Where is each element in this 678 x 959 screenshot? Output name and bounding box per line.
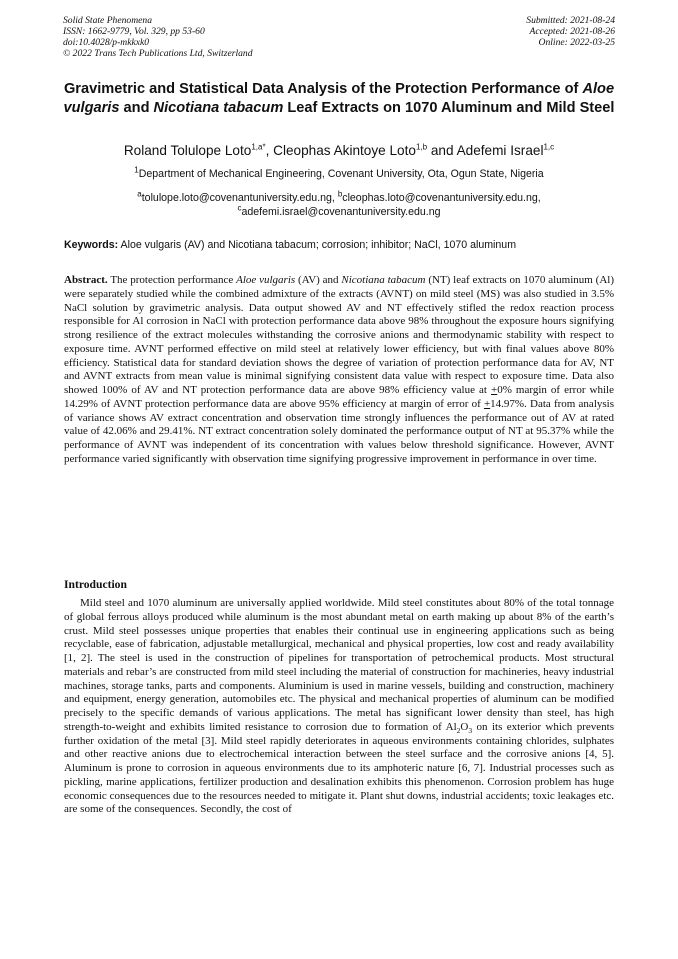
- accepted-date: Accepted: 2021-08-26: [529, 26, 615, 37]
- email-sup: a: [137, 189, 142, 199]
- abstract-text: (AV) and: [295, 274, 342, 286]
- author-3: Adefemi Israel: [456, 143, 544, 158]
- dates-header: [526, 15, 615, 48]
- title-and: and: [119, 100, 154, 116]
- email-sup: c: [237, 203, 242, 213]
- author-3-sup: 1,c: [543, 142, 555, 152]
- body-text: on its exterior which prevents further oxidation of the metal [3]. Mild steel rapidly deteriorates in aqueous environments containing chlorides, sulphates and other reactive anions due to electrochemical interaction between the steel surface and the corrosive anions [4, 5]. Aluminum is prone to corrosion in aqueous environments due to its amphoteric nature [6, 7]. Industrial processes such as pickling, marine applications, fertilizer production and desalination exhibits this phenomenon. Corrosion problem has huge economic consequences due to the resources needed to mitigate it. Plant shut downs, industrial accidents; toxic leakages etc. are some of the consequences. Secondly, the cost of: [64, 720, 614, 816]
- abstract-species: Nicotiana tabacum: [341, 274, 426, 286]
- title-text: Gravimetric and Statistical Data Analysis of the Protection Performance of: [63, 81, 583, 97]
- affiliation-text: Department of Mechanical Engineering, Covenant University, Ota, Ogun State, Nigeria: [138, 168, 544, 180]
- copyright: © 2022 Trans Tech Publications Ltd, Switzerland: [63, 48, 253, 59]
- author-sep: ,: [265, 143, 274, 158]
- abstract-text: 14.97%. Data from analysis of variance shows AV extract concentration and observation time strongly influences the performance out of AV at rated value of 42.06% and 29.41%. NT extract concentration solely dominated the performance output of NT at 95.37% while the performance of AVNT was independent of its concentration with values below threshold significance. However, AVNT performance varied significantly with observation time signifying progressive improvement in performance in over time.: [64, 397, 614, 465]
- abstract-text: (NT) leaf extracts on 1070 aluminum (Al) were separately studied while the combined admixture of the extracts (AVNT) on mild steel (MS) was also studied in 3.5% NaCl solution by gravimetric analysis. Data output showed AV and NT effectively stifled the redox reaction process responsible for Al corrosion in NaCl with protection performance data above 98% throughout the exposure hours signifying strong resilience of the extract molecules withstanding the corrosive anions and thermodynamic stability with respect to exposure time. AVNT performed effective on mild steel at relatively lower efficiency, but with final values above 80% efficiency. Statistical data for standard deviation shows the degree of variation of protection performance data for AV, NT and AVNT extracts from mean value is minimal signifying consistent data value with respect to exposure time. Data also showed 100% of AV and NT protection performance data are above 98% efficiency value at: [64, 274, 615, 396]
- abstract-text: 0% margin of error while 14.29% of AVNT protection performance data are above 95% efficiency at margin of error of: [64, 384, 614, 410]
- keywords: [64, 238, 616, 252]
- title-species-1: Aloe vulgaris: [63, 81, 615, 116]
- subscript: 2: [456, 725, 461, 735]
- author-1: Roland Tolulope Loto: [123, 143, 252, 158]
- author-2: Cleophas Akintoye Loto: [273, 143, 416, 158]
- abstract: [64, 274, 614, 467]
- author-list: [40, 142, 638, 160]
- abstract-text: The protection performance: [107, 274, 237, 286]
- affiliation-sup: 1: [134, 165, 139, 175]
- author-emails: [40, 191, 638, 219]
- doi: doi:10.4028/p-mkkxk0: [63, 37, 150, 48]
- affiliation: [40, 167, 638, 181]
- subscript: 3: [468, 725, 473, 735]
- body-text: O: [460, 720, 469, 733]
- email-link[interactable]: tolulope.loto@covenantuniversity.edu.ng,: [141, 192, 338, 204]
- email-link[interactable]: cleophas.loto@covenantuniversity.edu.ng,: [342, 192, 541, 204]
- email-link[interactable]: adefemi.israel@covenantuniversity.edu.ng: [241, 206, 441, 218]
- paper-title: [50, 80, 628, 118]
- title-species-2: Nicotiana tabacum: [153, 100, 284, 116]
- body-text: Mild steel and 1070 aluminum are universally applied worldwide. Mild steel constitutes about 80% of the total tonnage of global ferrous alloys produced while aluminum is the most abundant metal on earth making up about 8% of the earth’s crust. Mild steel possesses unique properties that enables their continual use in engineering applications such as being recyclable, ease of fabrication, adjustable metallurgical, mechanical and physical properties, low cost and ready availability [1, 2]. The steel is used in the construction of pipelines for transportation of petrochemical products. Most structural materials and rebar’s are constructed from mild steel including the material of construction for machineries, heavy industrial machines, storage tanks, parts and components. Aluminium is used in marine vessels, building and construction, machinery and equipment, energy generation, automobiles etc. The physical and mechanical properties of aluminum can be modified precisely to the specific demands of various applications. The metal has significant lower density than steel, has high strength-to-weight and exhibits limited resistance to corrosion due to formation of Al: [64, 597, 614, 733]
- journal-name: Solid State Phenomena: [63, 15, 152, 26]
- author-2-sup: 1,b: [415, 142, 428, 152]
- keywords-label: Keywords:: [64, 239, 119, 251]
- abstract-species: Aloe vulgaris: [236, 274, 296, 286]
- author-1-sup: 1,a*: [251, 142, 266, 152]
- introduction-paragraph: [64, 597, 614, 817]
- plus-minus: +: [483, 397, 491, 410]
- email-sup: b: [337, 189, 343, 199]
- online-date: Online: 2022-03-25: [538, 37, 615, 48]
- keywords-text: Aloe vulgaris (AV) and Nicotiana tabacum; corrosion; inhibitor; NaCl, 1070 aluminum: [118, 239, 517, 251]
- section-heading: Introduction: [64, 578, 127, 591]
- journal-header: [63, 15, 253, 59]
- title-text-end: Leaf Extracts on 1070 Aluminum and Mild Steel: [283, 100, 615, 116]
- author-sep: and: [427, 143, 457, 158]
- issn: ISSN: 1662-9779, Vol. 329, pp 53-60: [63, 26, 205, 37]
- submitted-date: Submitted: 2021-08-24: [526, 15, 615, 26]
- abstract-label: Abstract.: [64, 274, 108, 286]
- plus-minus: +: [491, 384, 498, 396]
